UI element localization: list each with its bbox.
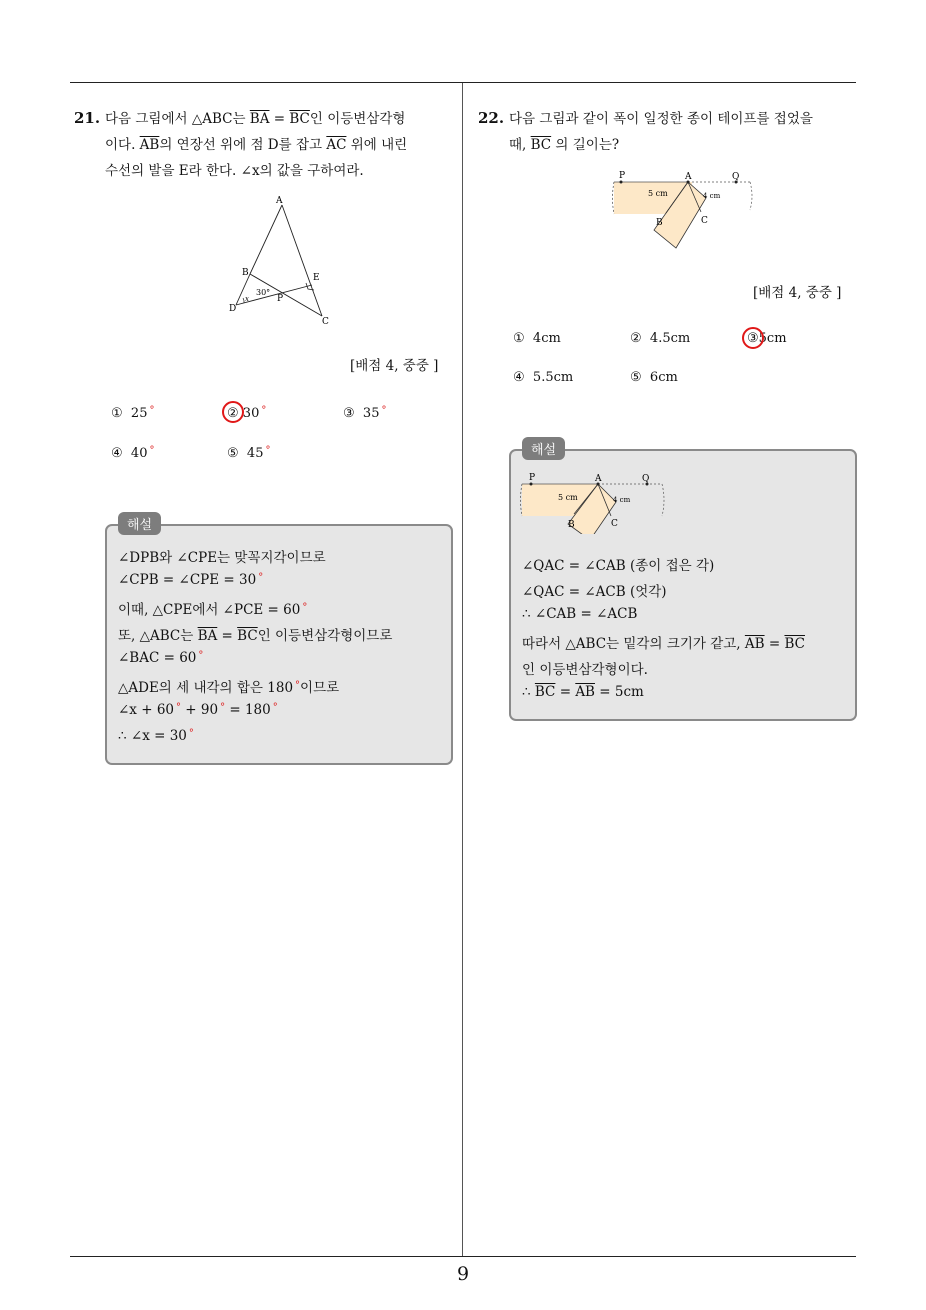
q22-sol-line-4: 따라서 △ABC는 밑각의 크기가 같고, $\overline{AB} = \overline{BC}$: [522, 636, 805, 652]
q21-score: [배점 4, 중중 ]: [350, 358, 439, 374]
label-P: P: [277, 294, 284, 304]
sol-label-4cm: 4 cm: [613, 496, 631, 504]
label-E: E: [313, 273, 320, 283]
q21-choice-4[interactable]: ④ 40 °: [111, 445, 155, 461]
label-C: C: [701, 216, 708, 226]
sol-label-A: A: [595, 474, 602, 484]
label-30deg: 30°: [256, 288, 271, 297]
q22-question-text: 다음 그림과 같이 폭이 일정한 종이 테이프를 접었을 때, $\overline{BC}$ 의 길이는?: [509, 111, 813, 153]
page-number: 9: [456, 1263, 470, 1285]
q22-sol-line-3: ∴ ∠CAB = ∠ACB: [522, 606, 638, 622]
label-P: P: [619, 171, 626, 181]
bottom-rule: [70, 1256, 856, 1257]
label-D: D: [229, 304, 237, 314]
label-Q: Q: [732, 172, 740, 182]
q21-sol-line-2: ∠CPB = ∠CPE = 30 °: [118, 572, 264, 588]
q22-sol-line-2: ∠QAC = ∠ACB (엇각): [522, 584, 667, 600]
q21-answer-circle: [222, 401, 244, 423]
q21-sol-line-5: ∠BAC = 60 °: [118, 650, 204, 666]
q21-solution-tag: 해설: [118, 512, 161, 535]
q21-choice-2[interactable]: ② 30 °: [227, 405, 267, 421]
q21-triangle-figure: [220, 192, 340, 327]
q21-question-text: 다음 그림에서 △ABC는 $\overline{BA} = \overline{BC}$인 이등변삼각형 이다. $\overline{AB}$의 연장선 위에 점 D를 잡고 $\overline{AC}$ 위에 내린 수선의 발을 E라 한다. ∠x의 값을 구하여라.: [105, 111, 408, 179]
q21-number: 21.: [74, 109, 101, 127]
q22-tape-figure: [608, 168, 760, 254]
q22-choice-5[interactable]: ⑤ 6cm: [630, 370, 678, 385]
q22-sol-line-5: 인 이등변삼각형이다.: [522, 662, 648, 678]
label-x: x: [245, 295, 249, 303]
q21-choice-5[interactable]: ⑤ 45 °: [227, 445, 271, 461]
q21-sol-line-6: △ADE의 세 내각의 합은 180 °이므로: [118, 680, 340, 696]
sol-label-5cm: 5 cm: [558, 493, 578, 502]
q22-choice-4[interactable]: ④ 5.5cm: [513, 370, 574, 385]
top-rule: [70, 82, 856, 83]
column-divider: [462, 83, 463, 1256]
sol-label-P: P: [529, 473, 536, 483]
sol-label-Q: Q: [642, 474, 650, 484]
label-B: B: [656, 218, 663, 228]
q22-number: 22.: [478, 109, 505, 127]
q22-choice-2[interactable]: ② 4.5cm: [630, 331, 691, 346]
label-5cm: 5 cm: [648, 189, 668, 198]
label-A: A: [685, 172, 692, 182]
q21-sol-line-4: 또, △ABC는 $\overline{BA} = \overline{BC}$인 이등변삼각형이므로: [118, 628, 393, 644]
label-B: B: [242, 268, 249, 278]
q22-score: [배점 4, 중중 ]: [753, 285, 842, 301]
q21-choice-3[interactable]: ③ 35 °: [343, 405, 387, 421]
q21-sol-line-3: 이때, △CPE에서 ∠PCE = 60 °: [118, 602, 308, 618]
q22-sol-line-6: ∴ $\overline{BC} = \overline{AB} = 5cm$: [522, 684, 644, 700]
q22-choice-1[interactable]: ① 4cm: [513, 331, 561, 346]
q22-answer-circle: [742, 327, 764, 349]
q22-solution-figure: [516, 468, 668, 534]
q21-sol-line-8: ∴ ∠x = 30 °: [118, 728, 194, 744]
label-C: C: [322, 317, 329, 327]
q21-sol-line-7: ∠x + 60 ° + 90 ° = 180 °: [118, 702, 278, 718]
q22-solution-tag: 해설: [522, 437, 565, 460]
q21-choice-1[interactable]: ① 25 °: [111, 405, 155, 421]
sol-label-C: C: [611, 519, 618, 529]
label-A: A: [276, 196, 283, 206]
q22-choice-3[interactable]: ③5cm: [747, 331, 787, 346]
q21-sol-line-1: ∠DPB와 ∠CPE는 맞꼭지각이므로: [118, 550, 326, 566]
label-4cm: 4 cm: [703, 192, 721, 200]
q22-sol-line-1: ∠QAC = ∠CAB (종이 접은 각): [522, 558, 715, 574]
sol-label-B: B: [568, 520, 575, 530]
